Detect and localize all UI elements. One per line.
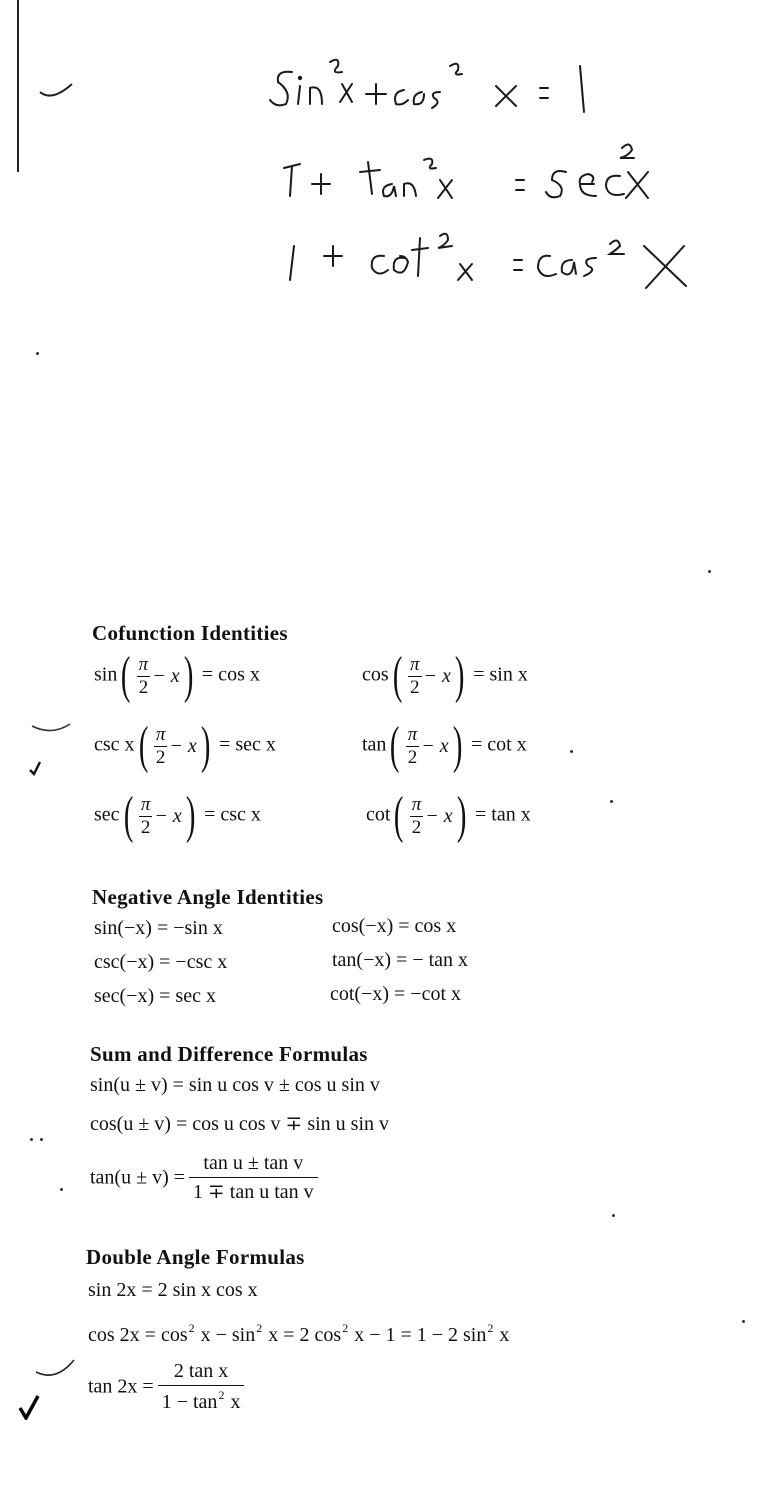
neg-cos: cos(−x) = cos x [332,915,457,937]
close-paren: ) [452,717,463,774]
hw-line-3 [290,234,686,288]
paren-frac: ( $\frac{\pi}{2}$ − x ) [121,647,194,704]
cofunction-csc [94,717,276,774]
tan-fraction: $\frac{\text{2 tan x}}{1 - \tan^2 x}$ [158,1360,245,1413]
pi-over-2: $\frac{\pi}{2}$ [138,653,149,698]
close-paren: ) [454,647,465,704]
fn-label: cot [366,803,391,826]
paren-frac: ( $\frac{\pi}{2}$ − x ) [392,647,465,704]
rhs: = sin x [473,663,528,686]
tick-mark-2 [30,720,74,744]
rhs: = cos x [201,663,260,686]
tick-mark-3 [34,1356,78,1382]
rhs: = sec x [219,733,276,756]
pi-over-2: $\frac{\pi}{2}$ [140,793,151,838]
speck [36,352,39,355]
paren-frac: ( $\frac{\pi}{2}$ − x ) [123,787,196,844]
sum-diff-heading: Sum and Difference Formulas [90,1042,368,1066]
fn-label: sin [94,663,118,686]
hw-line-1 [270,60,584,112]
tan-fraction: $\frac{\text{tan u ± tan v}}{\text{1 ∓ tan u tan v}}$ [189,1152,318,1203]
double-sin: sin 2x = 2 sin x cos x [88,1279,258,1301]
fn-label: sec [94,803,120,826]
fn-label: tan [362,733,387,756]
handwritten-identities [0,0,758,300]
paren-frac: ( $\frac{\pi}{2}$ − x ) [138,717,211,774]
fn-label: cos [362,663,389,686]
cofunction-cos [362,647,528,704]
speck [30,1138,33,1141]
rhs: = cot x [471,733,527,756]
neg-csc: csc(−x) = −csc x [94,951,228,973]
double-heading: Double Angle Formulas [86,1245,305,1269]
pi-over-2: $\frac{\pi}{2}$ [155,723,166,768]
cofunction-heading: Cofunction Identities [92,621,288,645]
tan-lhs: tan 2x = [88,1375,154,1398]
cofunction-sin [94,647,260,704]
paren-frac: ( $\frac{\pi}{2}$ − x ) [394,787,467,844]
open-paren: ( [121,647,131,704]
check-mark-2 [18,1394,40,1420]
cofunction-cot [366,787,531,844]
sum-diff-sin: sin(u ± v) = sin u cos v ± cos u sin v [90,1074,380,1096]
neg-sin: sin(−x) = −sin x [94,917,223,939]
pi-over-2: $\frac{\pi}{2}$ [410,653,420,698]
paren-frac: ( $\frac{\pi}{2}$ − x ) [390,717,463,774]
open-paren: ( [138,717,148,774]
sum-diff-tan [90,1152,318,1203]
speck [742,1320,745,1323]
fn-label: csc x [94,733,135,756]
sum-diff-cos: cos(u ± v) = cos u cos v ∓ sin u sin v [90,1113,389,1135]
neg-sec: sec(−x) = sec x [94,985,216,1007]
tan-lhs: tan(u ± v) = [90,1166,186,1189]
neg-tan: tan(−x) = − tan x [332,949,469,971]
rhs: = tan x [475,803,531,826]
speck [60,1188,63,1191]
double-cos: $\cos 2x = \cos^2 x - \sin^2 x = 2$ $\cos^2 x - 1 = 1 - 2$ $\sin^2 x$ [88,1321,510,1346]
open-paren: ( [392,647,403,704]
speck [708,570,711,573]
speck [610,800,613,803]
close-paren: ) [200,717,211,774]
speck [612,1214,615,1217]
close-paren: ) [183,647,194,704]
check-mark-1 [28,760,42,776]
negative-heading: Negative Angle Identities [92,885,324,909]
hw-line-2 [284,144,648,198]
double-tan [88,1360,244,1413]
pi-over-2: $\frac{\pi}{2}$ [411,793,422,838]
speck [570,750,573,753]
cofunction-sec [94,787,261,844]
cofunction-tan [362,717,527,774]
close-paren: ) [456,787,467,844]
neg-cot: cot(−x) = −cot x [330,983,462,1005]
open-paren: ( [390,717,400,774]
speck [40,1138,43,1141]
open-paren: ( [394,787,404,844]
rhs: = csc x [204,803,261,826]
open-paren: ( [123,787,133,844]
close-paren: ) [185,787,196,844]
pi-over-2: $\frac{\pi}{2}$ [407,723,418,768]
